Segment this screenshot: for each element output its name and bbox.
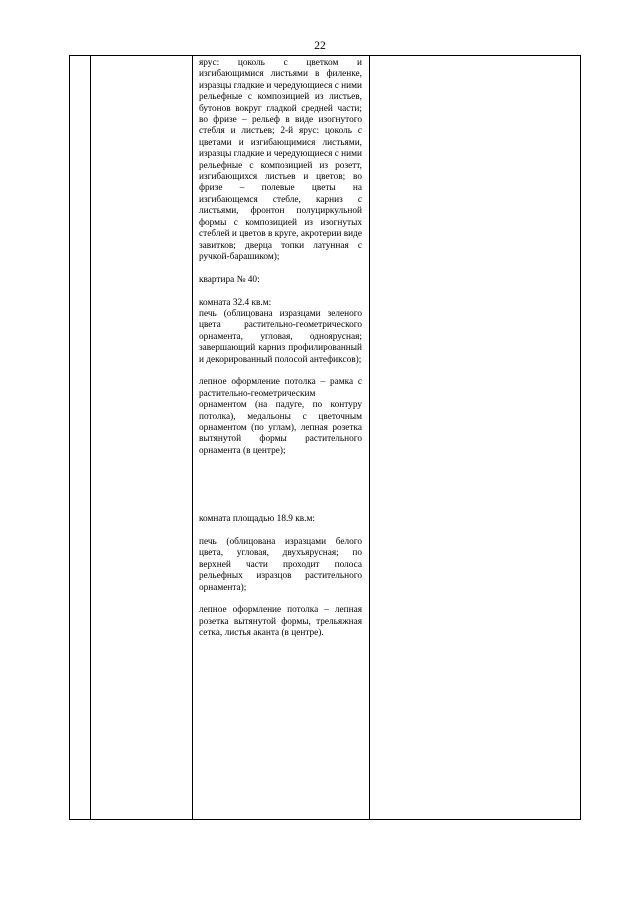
- description-text: [193, 56, 369, 640]
- page-number: 22: [314, 40, 326, 52]
- name-cell: [91, 56, 193, 820]
- object-table: [69, 55, 581, 820]
- description-cell: [193, 56, 370, 820]
- notes-cell: [370, 56, 581, 820]
- paragraph-room-18: комната площадью 18.9 кв.м:: [199, 514, 315, 525]
- paragraph-stove-continuation: ярус: цоколь с цветком и изгибающимися листьями в филенке, изразцы гладкие и чередующиеся с ними рельефные с композицией из листьев, бутонов вокруг гладкой средней части; во фризе – рельеф в виде изогнутого стебля и листьев; 2-й ярус: цоколь с цветами и изгибающимися листьями, изразцы гладкие и чередующиеся с ними рельефные с композицией из розетт, изгибающихся листьев и цветов; во фризе – полевые цветы на изгибающемся стебле, карниз с листьями, фронтон полуциркульной формы с композицией из изогнутых стеблей и цветов в круге, акротерии виде завитков; дверца топки латунная с ручкой-барашиком);: [199, 58, 362, 262]
- paragraph-room-32: комната 32.4 кв.м:: [199, 297, 272, 308]
- paragraph-stove-green: печь (облицована изразцами зеленого цвета растительно-геометрического орнамента, угловая, одноярусная; завершающий карниз профилированный и декорированный полосой антефиксов);: [199, 308, 362, 365]
- paragraph-ceiling-room-18: лепное оформление потолка – лепная розетка вытянутой формы, трельяжная сетка, листья аканта (в центре).: [199, 605, 362, 639]
- paragraph-stove-white: печь (облицована изразцами белого цвета, угловая, двухъярусная; по верхней части проходит полоса рельефных изразцов растительного орнамента);: [199, 536, 362, 593]
- table-row: [70, 56, 581, 820]
- number-cell: [70, 56, 91, 820]
- paragraph-apartment-40: квартира № 40:: [199, 274, 260, 285]
- paragraph-ceiling-room-32: лепное оформление потолка – рамка с растительно-геометрическим орнаментом (на падуге, по контуру потолка), медальоны с цветочным орнаментом (по углам), лепная розетка вытянутой формы растительного орнамента (в центре);: [199, 377, 362, 456]
